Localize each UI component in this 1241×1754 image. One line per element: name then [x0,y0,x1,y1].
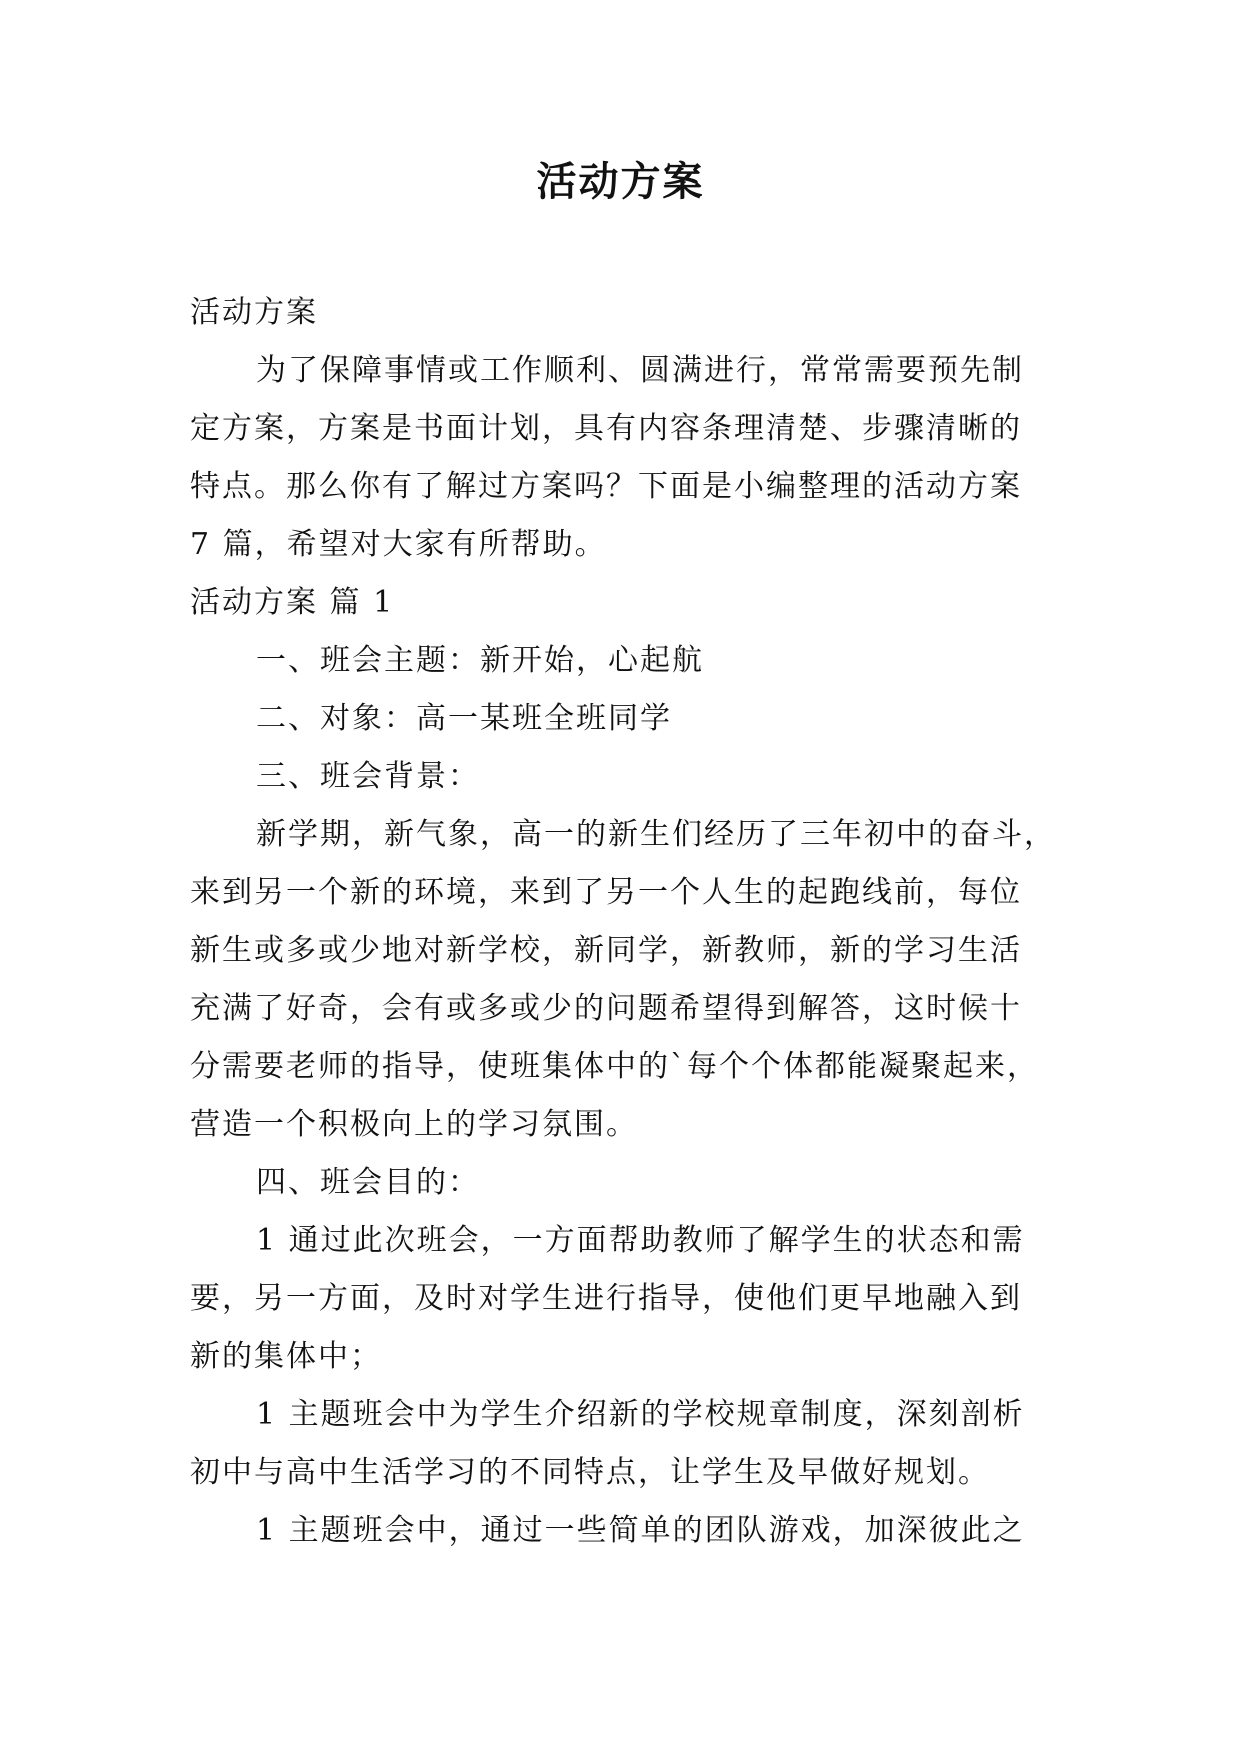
paragraph-line: 1 主题班会中为学生介绍新的学校规章制度，深刻剖析 [256,1397,1025,1432]
paragraph-line: 二、对象：高一某班全班同学 [256,701,672,736]
paragraph-line: 一、班会主题：新开始，心起航 [256,643,704,678]
paragraph-line: 营造一个积极向上的学习氛围。 [190,1107,638,1142]
paragraph-line: 分需要老师的指导，使班集体中的`每个个体都能凝聚起来， [190,1049,1039,1084]
paragraph-line: 四、班会目的： [256,1165,480,1200]
paragraph-line: 充满了好奇，会有或多或少的问题希望得到解答，这时候十 [190,991,1022,1026]
paragraph-line: 要，另一方面，及时对学生进行指导，使他们更早地融入到 [190,1281,1022,1316]
paragraph-line: 1 主题班会中，通过一些简单的团队游戏，加深彼此之 [256,1513,1025,1548]
paragraph-line: 定方案，方案是书面计划，具有内容条理清楚、步骤清晰的 [190,411,1022,446]
paragraph-line: 为了保障事情或工作顺利、圆满进行，常常需要预先制 [256,353,1024,388]
paragraph-line: 新的集体中； [190,1339,382,1374]
paragraph-line: 特点。那么你有了解过方案吗？下面是小编整理的活动方案 [190,469,1022,504]
paragraph-line: 新学期，新气象，高一的新生们经历了三年初中的奋斗， [256,817,1056,852]
document-body [190,284,1060,1560]
paragraph-line: 来到另一个新的环境，来到了另一个人生的起跑线前，每位 [190,875,1022,910]
paragraph-line: 三、班会背景： [256,759,480,794]
paragraph-line: 活动方案 [190,295,318,330]
paragraph-line: 7 篇，希望对大家有所帮助。 [190,527,607,562]
paragraph-line: 初中与高中生活学习的不同特点，让学生及早做好规划。 [190,1455,990,1490]
paragraph-line: 活动方案 篇 1 [190,585,395,620]
document-title: 活动方案 [536,158,705,205]
paragraph-line: 1 通过此次班会，一方面帮助教师了解学生的状态和需 [256,1223,1025,1258]
paragraph-line: 新生或多或少地对新学校，新同学，新教师，新的学习生活 [190,933,1022,968]
